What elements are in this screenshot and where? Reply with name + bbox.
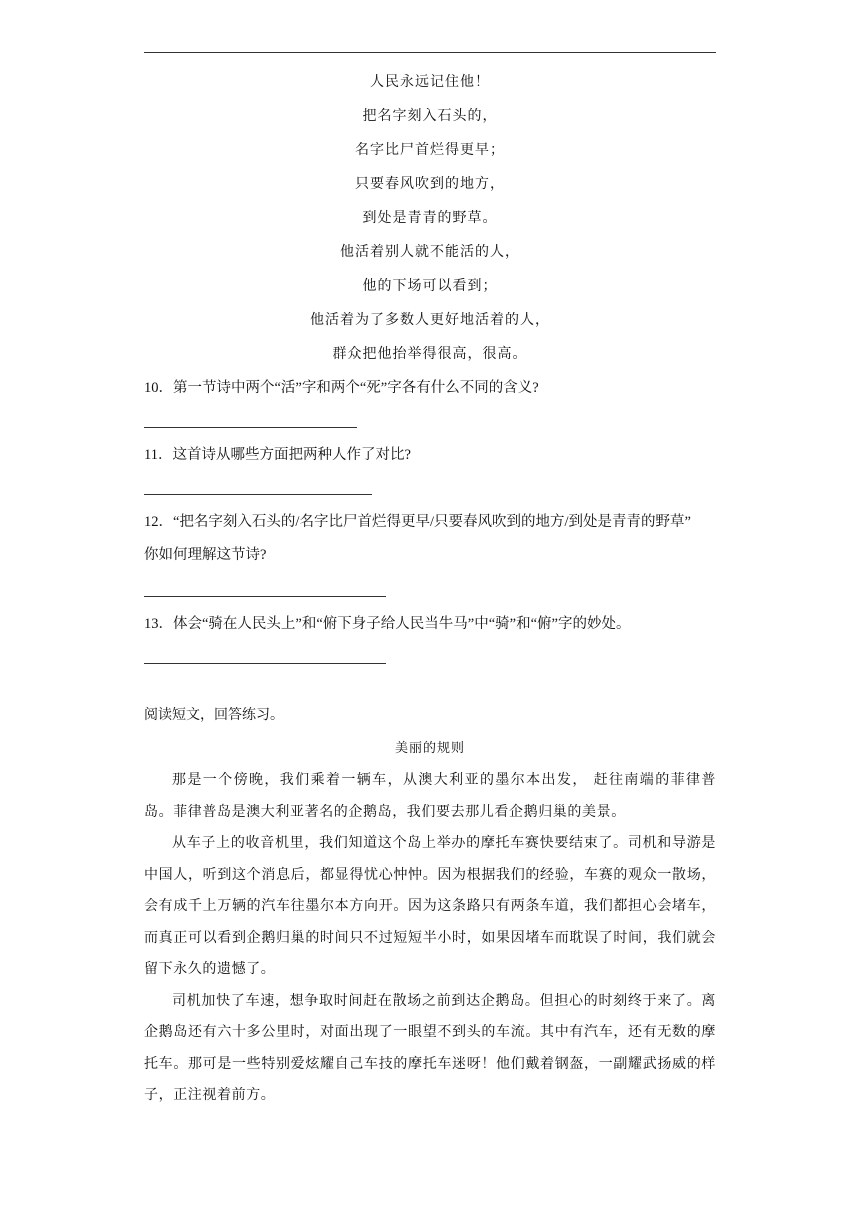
reading-instruction: 阅读短文，回答练习。 (144, 707, 284, 723)
answer-line-13[interactable] (144, 663, 386, 664)
answer-line-12[interactable] (144, 596, 386, 597)
question-12-continued: 你如何理解这节诗? (144, 547, 267, 563)
paragraph: 那是一个傍晚，我们乘着一辆车，从澳大利亚的墨尔本出发， 赶往南端的菲律普岛。菲律普岛是澳大利亚著名的企鹅岛，我们要去那儿看企鹅归巢的美景。 (144, 772, 716, 820)
poem-line: 群众把他抬举得很高，很高。 (332, 346, 528, 362)
article-title: 美丽的规则 (394, 741, 465, 756)
poem-line: 把名字刻入石头的， (362, 108, 498, 124)
poem-line: 到处是青青的野草。 (362, 210, 498, 226)
answer-line-11[interactable] (144, 494, 372, 495)
paragraph: 司机加快了车速，想争取时间赶在散场之前到达企鹅岛。但担心的时刻终于来了。离企鹅岛还有六十多公里时，对面出现了一眼望不到头的车流。其中有汽车，还有无数的摩托车。那可是一些特别爱炫耀自己车技的摩托车迷呀！他们戴着钢盔，一副耀武扬威的样子，正注视着前方。 (144, 992, 716, 1103)
paragraph: 从车子上的收音机里，我们知道这个岛上举办的摩托车赛快要结束了。司机和导游是中国人，听到这个消息后，都显得忧心忡忡。因为根据我们的经验，车赛的观众一散场，会有成千上万辆的汽车往墨尔本方向开。因为这条路只有两条车道，我们都担心会堵车，而真正可以看到企鹅归巢的时间只不过短短半小时，如果因堵车而耽误了时间，我们就会留下永久的遗憾了。 (144, 835, 716, 977)
article-body (144, 765, 716, 1112)
question-11: 11．这首诗从哪些方面把两种人作了对比? (144, 447, 411, 463)
question-13: 13．体会“骑在人民头上”和“俯下身子给人民当牛马”中“骑”和“俯”字的妙处。 (144, 616, 631, 632)
question-10: 10．第一节诗中两个“活”字和两个“死”字各有什么不同的含义? (144, 380, 539, 396)
question-12: 12．“把名字刻入石头的/名字比尸首烂得更早/只要春风吹到的地方/到处是青青的野草” (144, 514, 691, 530)
poem-line: 他活着为了多数人更好地活着的人， (310, 312, 550, 328)
poem-line: 他活着别人就不能活的人， (340, 244, 520, 260)
header-rule (144, 52, 716, 53)
answer-line-10[interactable] (144, 427, 357, 428)
poem-line: 名字比尸首烂得更早； (355, 142, 505, 158)
poem-line: 人民永远记住他！ (370, 74, 490, 90)
poem (144, 70, 716, 376)
poem-line: 只要春风吹到的地方， (355, 176, 505, 192)
poem-line: 他的下场可以看到； (362, 278, 498, 294)
